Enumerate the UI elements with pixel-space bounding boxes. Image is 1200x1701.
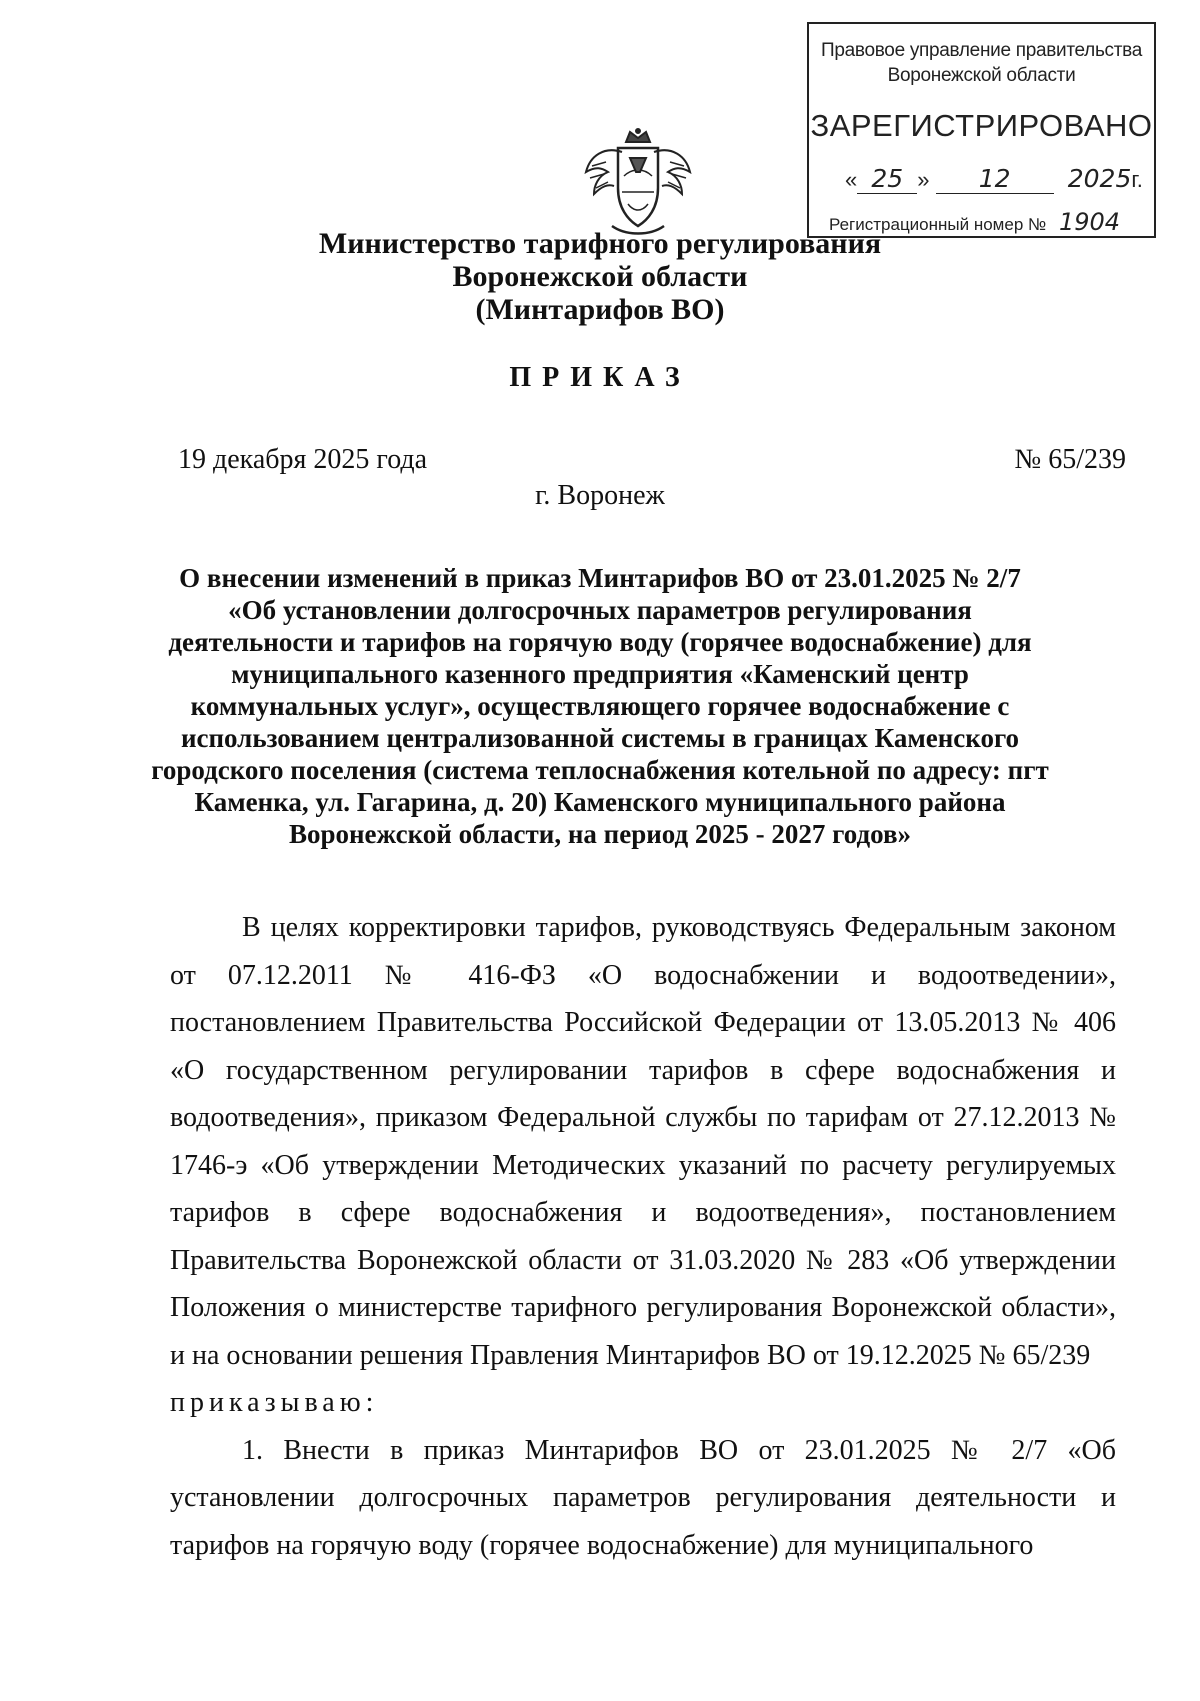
order-word: приказываю: bbox=[170, 1387, 379, 1418]
subject-line: муниципального казенного предприятия «Каменский центр bbox=[231, 659, 969, 689]
coat-of-arms-icon bbox=[582, 128, 694, 240]
stamp-month: 12 bbox=[978, 164, 1011, 193]
registration-stamp bbox=[807, 22, 1156, 238]
document-body bbox=[170, 904, 1116, 1569]
org-line-1: Министерство тарифного регулирования bbox=[318, 227, 882, 260]
stamp-reg-number-label: Регистрационный номер № bbox=[829, 215, 1047, 234]
stamp-reg-number: 1904 bbox=[1051, 208, 1138, 237]
subject-line: Воронежской области, на период 2025 - 2027 годов» bbox=[288, 819, 912, 849]
subject-line: «Об установлении долгосрочных параметров регулирования bbox=[228, 595, 972, 625]
item-1-paragraph: 1. Внести в приказ Минтарифов ВО от 23.01.2025 № 2/7 «Об установлении долгосрочных параметров регулирования деятельности и тарифов на горячую воду (горячее водоснабжение) для муниципального bbox=[170, 1434, 1116, 1561]
document-number: № 65/239 bbox=[1014, 444, 1126, 475]
org-line-2: Воронежской области bbox=[452, 260, 748, 293]
stamp-year-suffix: г. bbox=[1131, 167, 1143, 192]
subject-line: Каменка, ул. Гагарина, д. 20) Каменского муниципального района bbox=[194, 787, 1006, 817]
stamp-day: 25 bbox=[871, 164, 904, 193]
subject-line: использованием централизованной системы в границах Каменского bbox=[180, 723, 1020, 753]
document-city: г. Воронеж bbox=[535, 480, 665, 511]
stamp-department bbox=[809, 38, 1154, 88]
subject-line: городского поселения (система теплоснабжения котельной по адресу: пгт bbox=[151, 755, 1049, 785]
stamp-date: « 25 » 12 2025г. bbox=[845, 164, 1143, 193]
stamp-department-line1: Правовое управление правительства bbox=[820, 40, 1142, 61]
stamp-year: 2025 bbox=[1067, 164, 1132, 193]
org-line-3: (Минтарифов ВО) bbox=[475, 293, 725, 326]
subject-line: О внесении изменений в приказ Минтарифов ВО от 23.01.2025 № 2/7 bbox=[179, 563, 1021, 593]
stamp-registered: ЗАРЕГИСТРИРОВАНО bbox=[810, 108, 1153, 143]
preamble-paragraph: В целях корректировки тарифов, руководствуясь Федеральным законом от 07.12.2011 № 416-ФЗ «О водоснабжении и водоотведении», постановлением Правительства Российской Федерации от 13.05.2013 № 406 «О государственном регулировании тарифов в сфере водоснабжения и водоотведения», приказом Федеральной службы по тарифам от 27.12.2013 № 1746-э «Об утверждении Методических указаний по расчету регулируемых тарифов в сфере водоснабжения и водоотведения», постановлением Правительства Воронежской области от 31.03.2020 № 283 «Об утверждении Положения о министерстве тарифного регулирования Воронежской области», и на основании решения Правления Минтарифов ВО от 19.12.2025 № 65/239 bbox=[170, 912, 1116, 1371]
document-type: ПРИКАЗ bbox=[509, 362, 691, 393]
stamp-department-line2: Воронежской области bbox=[887, 65, 1076, 86]
document-date: 19 декабря 2025 года bbox=[178, 444, 428, 475]
document-subject bbox=[0, 562, 1200, 850]
organization-name bbox=[0, 227, 1200, 326]
subject-line: деятельности и тарифов на горячую воду (горячее водоснабжение) для bbox=[168, 627, 1032, 657]
subject-line: коммунальных услуг», осуществляющего горячее водоснабжение с bbox=[190, 691, 1010, 721]
